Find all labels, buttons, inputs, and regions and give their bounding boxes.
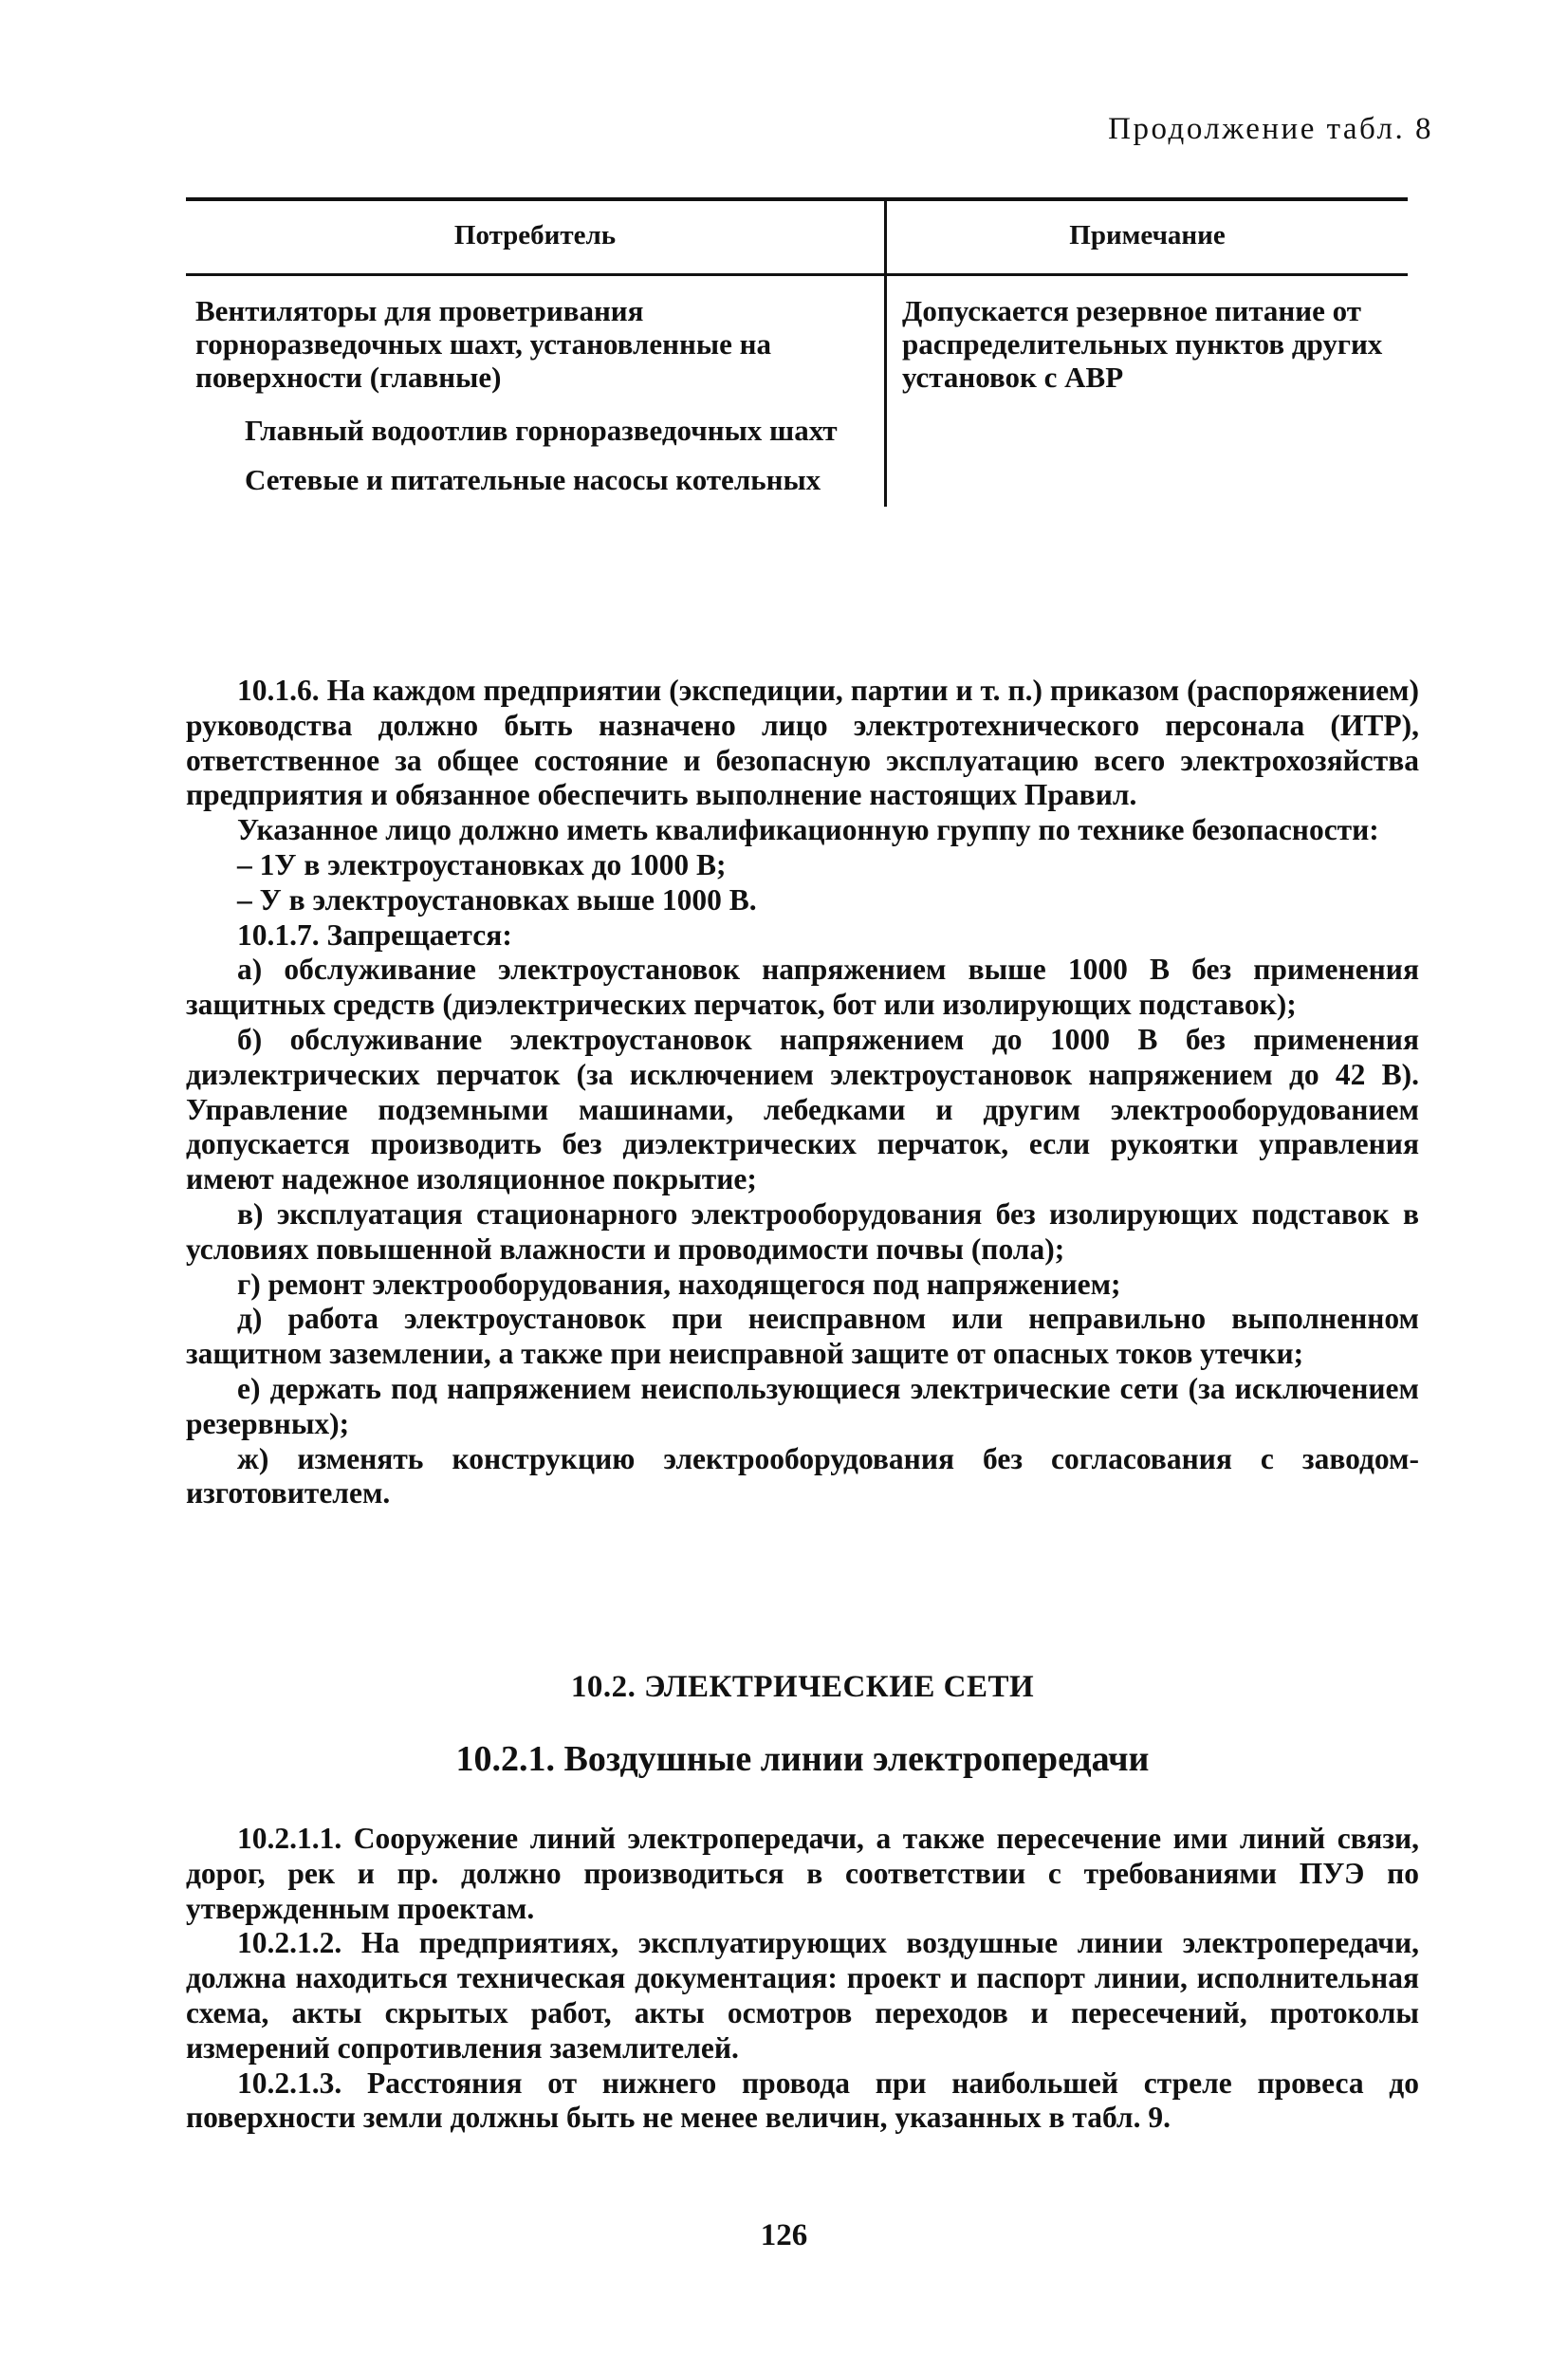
page-number: 126 [760,2218,808,2252]
table-header-divider [186,273,1408,276]
subsection-title: 10.2.1. Воздушные линии электропередачи [455,1739,1150,1779]
paragraph-10-2-1-2: 10.2.1.2. На предприятиях, эксплуатирующих воздушные линии электропередачи, должна находиться техническая документация: проект и паспорт линии, исполнительная схема, акты скрытых работ, акты осмотров переходов и пересечений, протоколы измерений сопротивления заземлителей. [186,1926,1419,2065]
prohibition-g: г) ремонт электрооборудования, находящегося под напряжением; [237,1267,1121,1301]
paragraph-10-2-1-1: 10.2.1.1. Сооружение линий электропередачи, а также пересечение ими линий связи, дорог, рек и пр. должно производиться в соответствии с требованиями ПУЭ по утвержденным проектам. [186,1822,1419,1925]
list-item-group-1u: – 1У в электроустановках до 1000 В; [237,847,727,881]
table-cell-consumer-3: Сетевые и питательные насосы котельных [245,463,821,496]
prohibition-zh: ж) изменять конструкцию электрооборудования без согласования с заводом-изготовителем. [186,1441,1419,1510]
consumers-table [186,197,1408,507]
list-item-group-u: – У в электроустановках выше 1000 В. [237,882,757,917]
table-cell-note: Допускается резервное питание от распределительных пунктов других установок с АВР [902,294,1383,394]
prohibition-d: д) работа электроустановок при неисправном или неправильно выполненном защитном заземлении, а также при неисправной защите от опасных токов утечки; [186,1302,1419,1371]
table-continuation-label: Продолжение табл. 8 [1108,112,1433,146]
table-cell-consumer-1: Вентиляторы для проветривания горноразведочных шахт, установленные на поверхности (главные) [195,294,771,394]
prohibition-b: б) обслуживание электроустановок напряжением до 1000 В без применения диэлектрических перчаток (за исключением электроустановок напряжением до 42 В). Управление подземными машинами, лебедками и другим электрооборудованием допускается производить без диэлектрических перчаток, если рукоятки управления имеют надежное изоляционное покрытие; [186,1022,1419,1196]
prohibition-e: е) держать под напряжением неиспользующиеся электрические сети (за исключением резервных); [186,1371,1419,1440]
table-cell-consumer-2: Главный водоотлив горноразведочных шахт [245,414,838,447]
table-header-note: Примечание [1069,220,1226,250]
table-header-consumer: Потребитель [453,220,617,250]
paragraph-qualification: Указанное лицо должно иметь квалификационную группу по технике безопасности: [237,813,1379,847]
paragraph-10-1-7: 10.1.7. Запрещается: [237,917,512,952]
prohibition-v: в) эксплуатация стационарного электрооборудования без изолирующих подставок в условиях повышенной влажности и проводимости почвы (пола); [186,1196,1419,1266]
prohibition-a: а) обслуживание электроустановок напряжением выше 1000 В без применения защитных средств (диэлектрических перчаток, бот или изолирующих подставок); [186,953,1419,1022]
section-title: 10.2. ЭЛЕКТРИЧЕСКИЕ СЕТИ [570,1670,1035,1704]
section-10-1-text [186,674,1419,1511]
paragraph-10-1-6: 10.1.6. На каждом предприятии (экспедиции, партии и т. п.) приказом (распоряжением) руководства должно быть назначено лицо электротехнического персонала (ИТР), ответственное за общее состояние и безопасную эксплуатацию всего электрохозяйства предприятия и обязанное обеспечить выполнение настоящих Правил. [186,674,1419,812]
section-10-2-1-text [186,1822,1419,2136]
paragraph-10-2-1-3: 10.2.1.3. Расстояния от нижнего провода при наибольшей стреле провеса до поверхности земли должны быть не менее величин, указанных в табл. 9. [186,2066,1419,2135]
